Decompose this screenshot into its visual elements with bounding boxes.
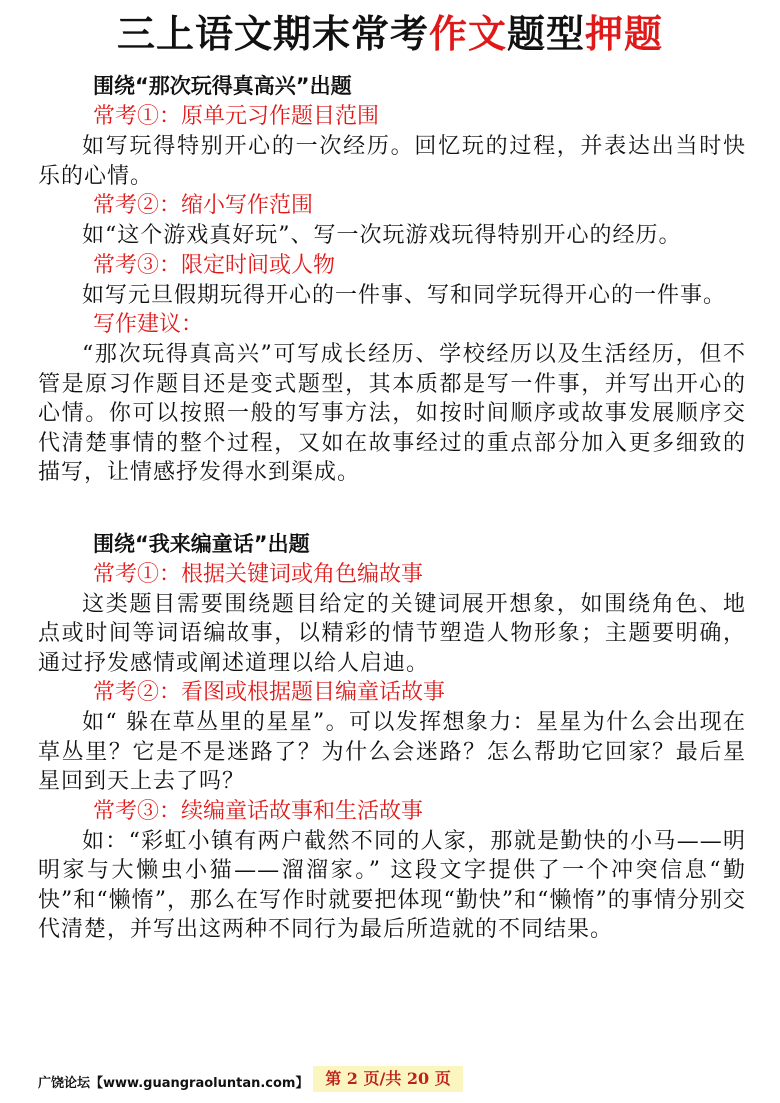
item-text: 这类题目需要围绕题目给定的关键词展开想象，如围绕角色、地点或时间等词语编故事，以精彩的情节塑造人物形象；主题要明确，通过抒发感情或阐述道理以给人启迪。 [38,591,746,676]
footer-site-link[interactable]: 广饶论坛【www.guangraoluntan.com】 [38,1076,309,1091]
item-text: 如“这个游戏真好玩”、写一次玩游戏玩得特别开心的经历。 [82,223,682,248]
section-1 [38,70,746,488]
item-label: 常考③：限定时间或人物 [93,252,336,278]
page-title [0,10,780,58]
item-text: 如“ 躲在草丛里的星星”。可以发挥想象力：星星为什么会出现在草丛里？它是不是迷路了？为什么会迷路？怎么帮助它回家？最后星星回到天上去了吗？ [38,710,746,794]
title-part-2: 作文 [428,11,507,56]
title-part-1: 三上语文期末常考 [116,11,429,56]
title-part-4: 押题 [585,11,664,56]
item-text: 如写玩得特别开心的一次经历。回忆玩的过程，并表达出当时快乐的心情。 [38,134,746,189]
item-label: 常考①：根据关键词或角色编故事 [93,561,424,587]
item-text: 如：“彩虹小镇有两户截然不同的人家，那就是勤快的小马——明明家与大懒虫小猫——溜溜家。” 这段文字提供了一个冲突信息“勤快”和“懒惰”，那么在写作时就要把体现“勤快”和“懒惰”的事情分别交代清楚，并写出这两种不同行为最后所造就的不同结果。 [38,828,746,942]
title-part-3: 题型 [507,11,586,56]
item-label: 常考③：续编童话故事和生活故事 [93,798,424,824]
section-2 [38,528,746,945]
item-label: 写作建议： [93,312,204,337]
item-label: 常考②：看图或根据题目编童话故事 [93,680,446,705]
item-label: 常考②：缩小写作范围 [93,193,314,218]
document-body [38,70,746,945]
section-heading: 围绕“我来编童话”出题 [93,531,310,556]
section-heading: 围绕“那次玩得真高兴”出题 [93,74,352,98]
page-number-badge: 第 2 页/共 20 页 [313,1066,463,1092]
item-text: 如写元旦假期玩得开心的一件事、写和同学玩得开心的一件事。 [82,282,727,308]
item-text: “那次玩得真高兴”可写成长经历、学校经历以及生活经历，但不管是原习作题目还是变式题型，其本质都是写一件事，并写出开心的心情。你可以按照一般的写事方法，如按时间顺序或故事发展顺序交代清楚事情的整个过程，又如在故事经过的重点部分加入更多细致的描写，让情感抒发得水到渠成。 [38,342,746,485]
item-label: 常考①：原单元习作题目范围 [93,104,380,129]
